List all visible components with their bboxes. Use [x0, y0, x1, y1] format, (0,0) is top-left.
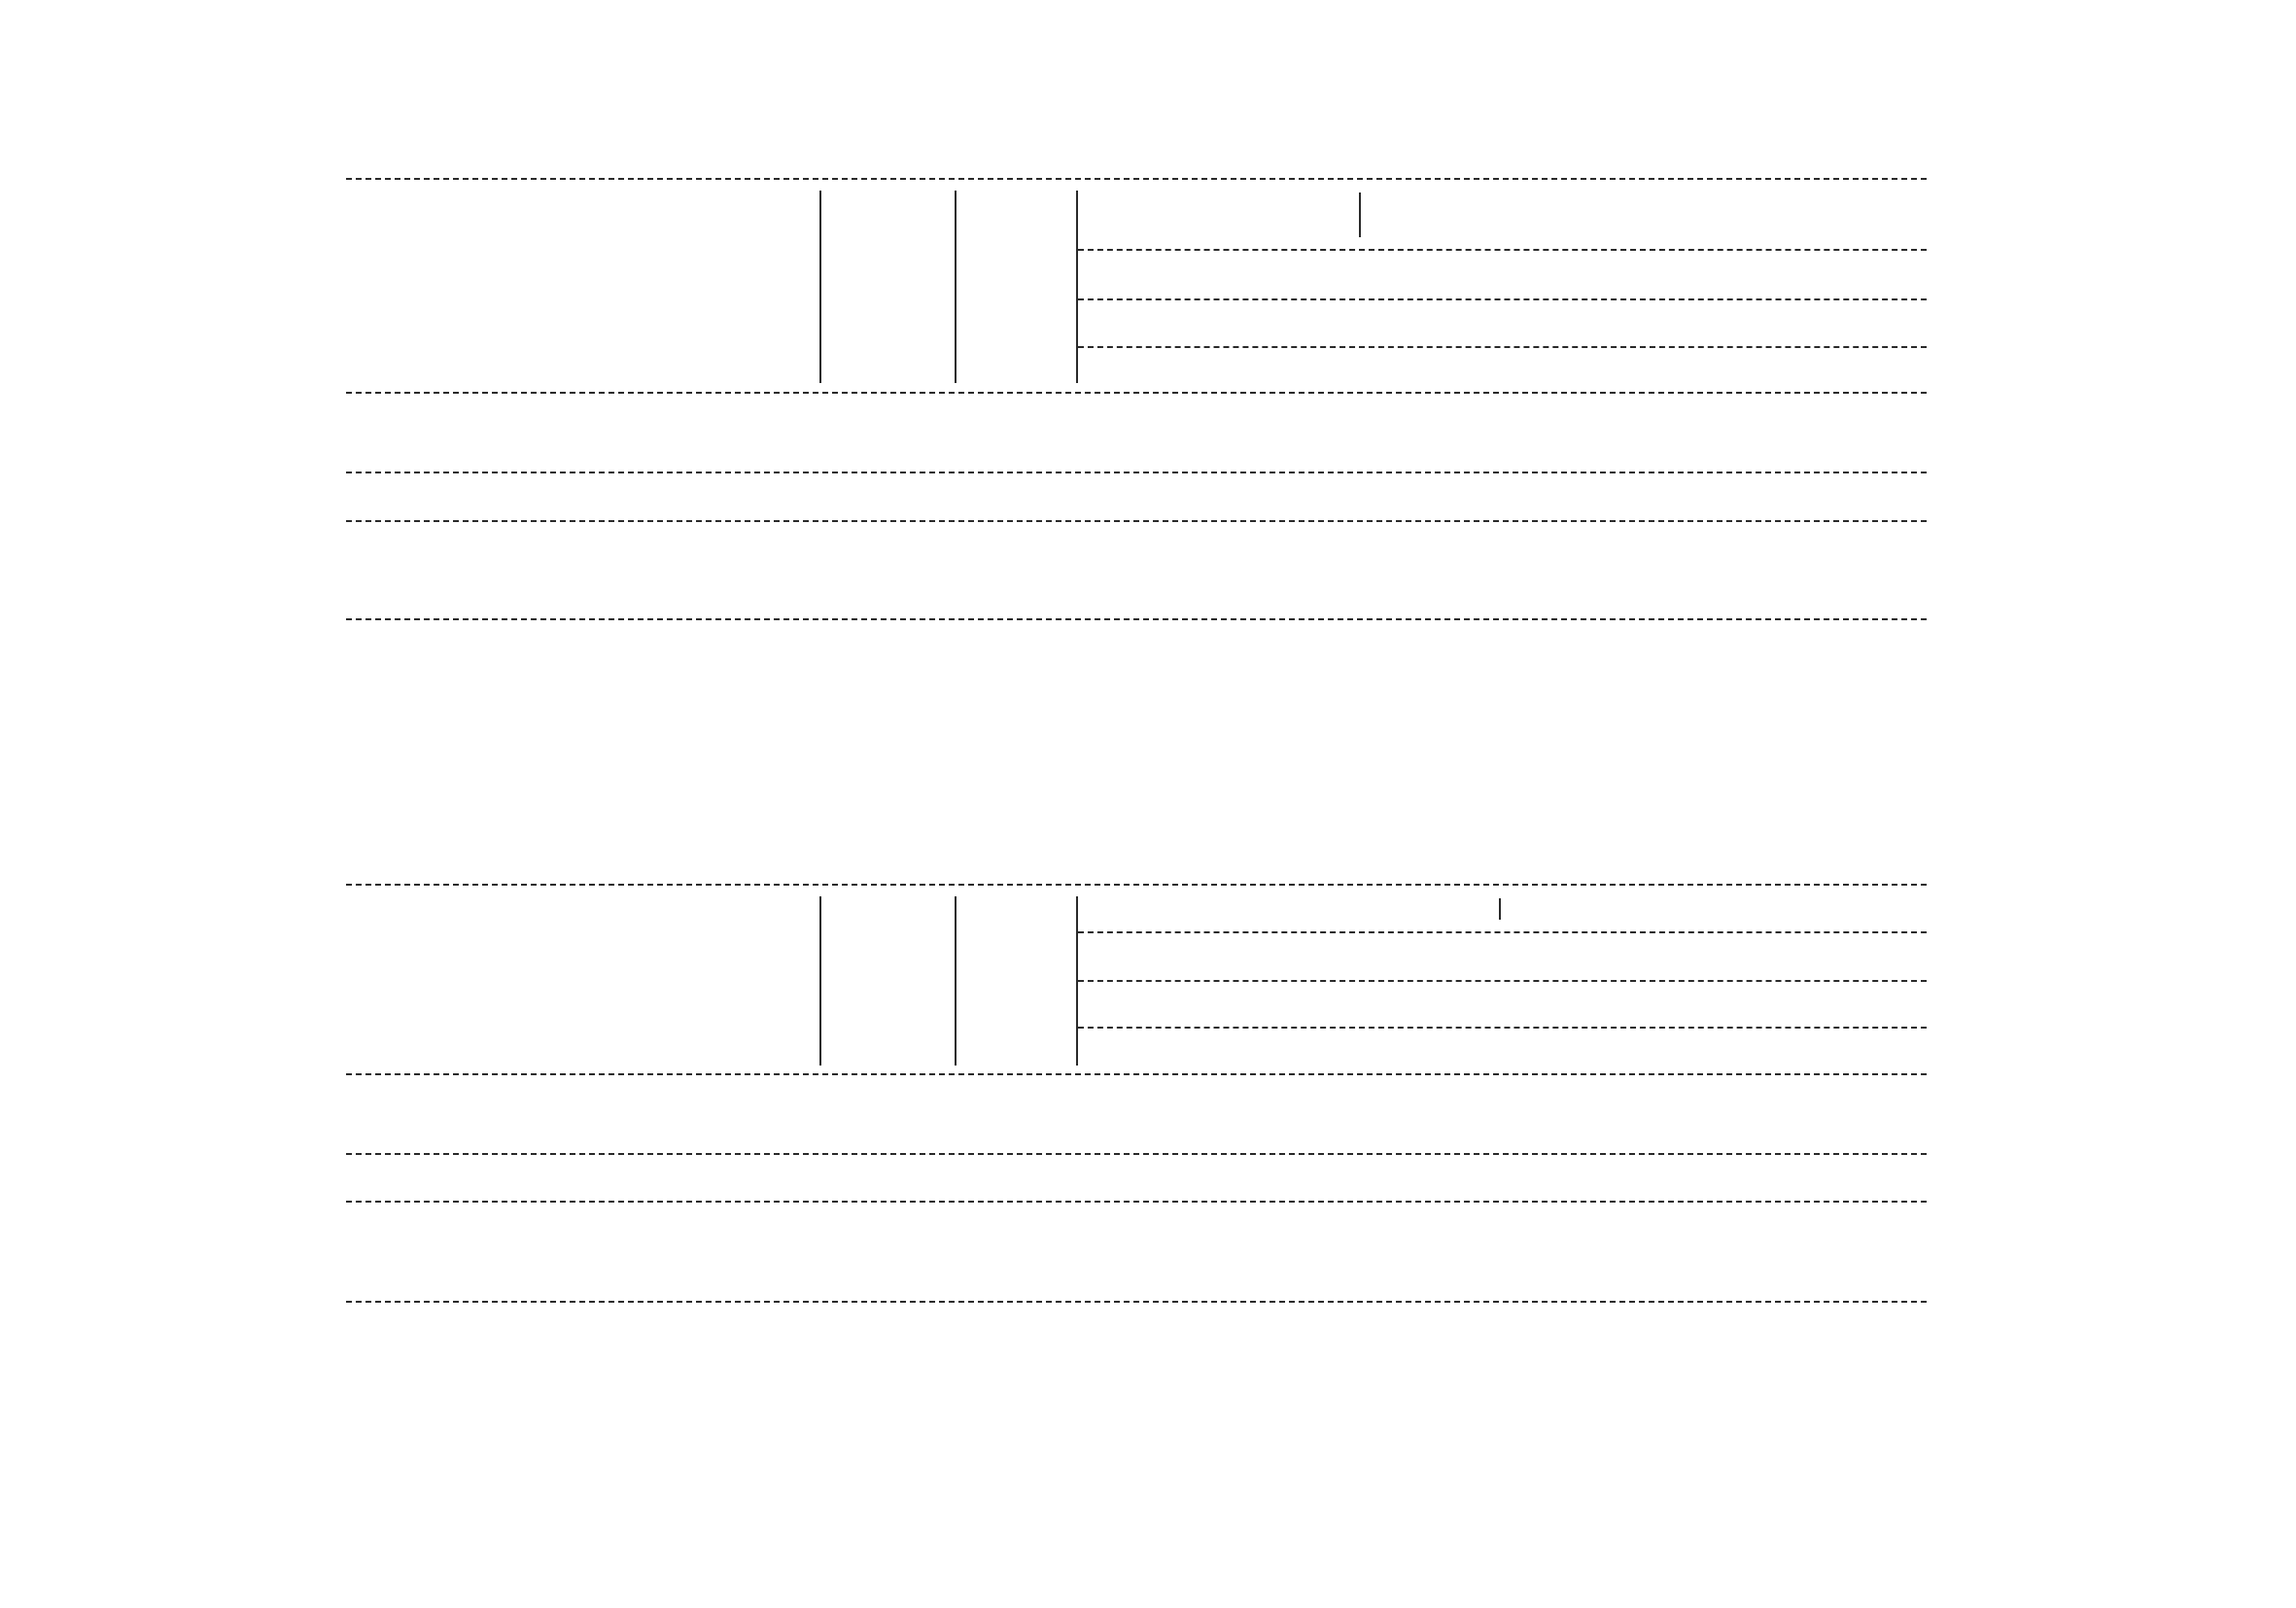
section-rule	[346, 1301, 1927, 1303]
header-rule	[1078, 1027, 1927, 1029]
column-divider	[819, 191, 821, 383]
section-rule	[346, 472, 1927, 473]
table-top-rule	[346, 884, 1927, 886]
header-rule	[1078, 931, 1927, 933]
header-bottom-rule	[346, 1073, 1927, 1075]
header-rule	[1078, 980, 1927, 982]
section-rule	[346, 1153, 1927, 1155]
column-divider	[955, 896, 957, 1066]
section-rule	[346, 520, 1927, 522]
header-rule	[1078, 298, 1927, 300]
header-rule	[1078, 346, 1927, 348]
header-bottom-rule	[346, 392, 1927, 394]
group-divider	[1359, 192, 1361, 237]
section-rule	[346, 618, 1927, 620]
column-divider	[1076, 191, 1078, 383]
column-divider	[955, 191, 957, 383]
header-rule	[1078, 249, 1927, 251]
column-divider	[819, 896, 821, 1066]
group-divider	[1499, 898, 1501, 920]
table-top-rule	[346, 178, 1927, 180]
section-rule	[346, 1201, 1927, 1203]
